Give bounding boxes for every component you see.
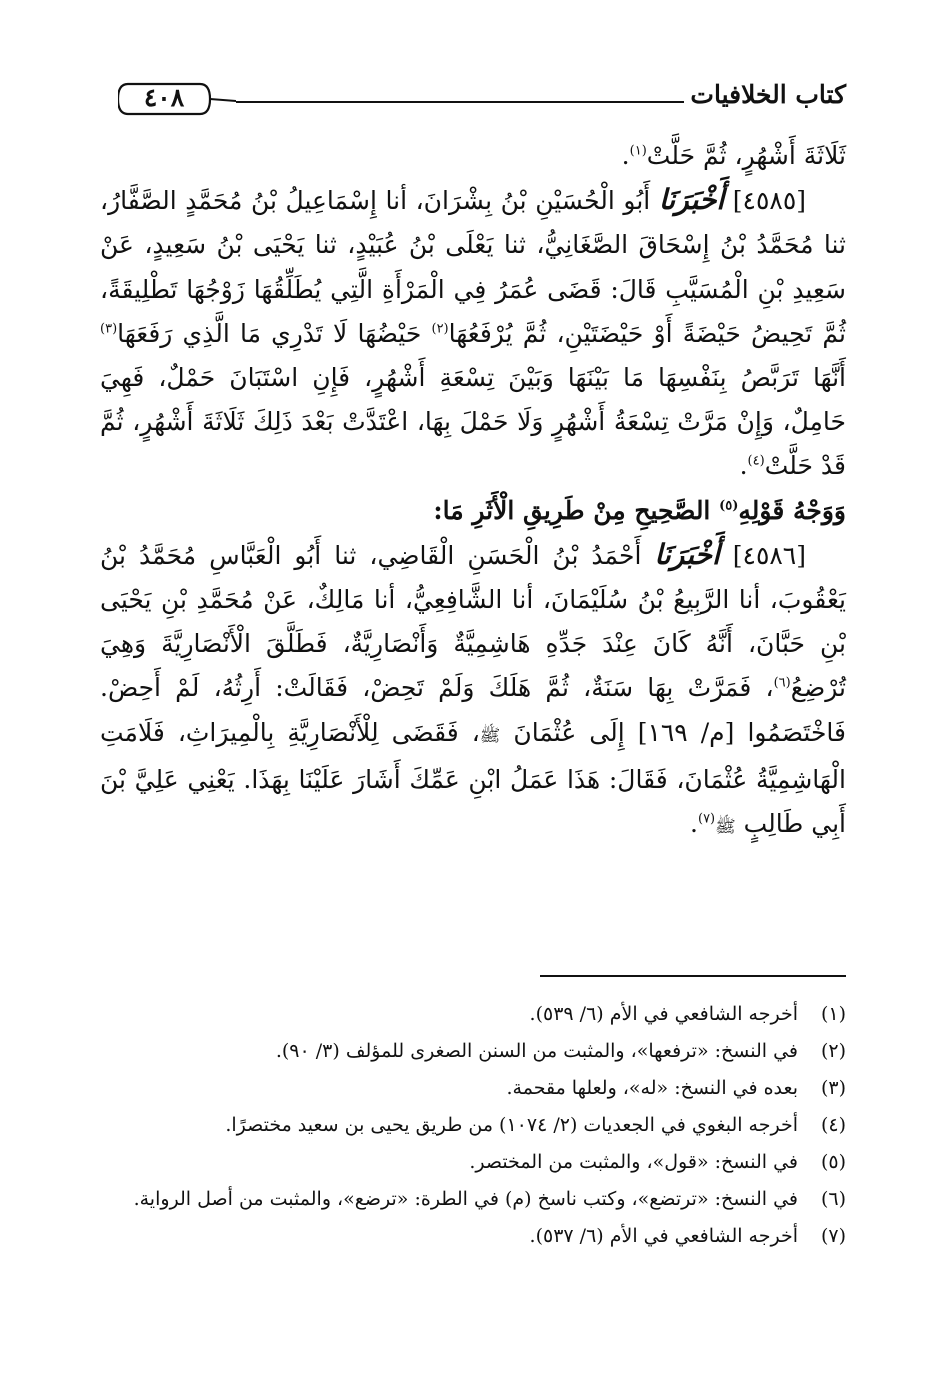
footnote-number: (٤): [820, 1114, 846, 1136]
footnote-text: بعده في النسخ: «له»، ولعلها مقحمة.: [506, 1077, 798, 1099]
footnote-text: أخرجه الشافعي في الأم (٦/ ٥٣٧).: [529, 1225, 798, 1247]
manuscript-reference: [م/ ١٦٩]: [637, 717, 735, 747]
footnote-number: (٦): [820, 1188, 846, 1210]
hadith-text-part: ، فَقَضَى لِلْأَنْصَارِيَّةِ بِالْمِيرَاثِ، فَلَامَتِ الْهَاشِمِيَّةُ عُثْمَانَ، فَقَالَ: هَذَا عَمَلُ ابْنِ عَمِّكَ أَشَارَ عَلَيْنَا بِهَذَا. يَعْنِي عَلِيَّ بْنَ أَبِي طَالِبٍ: [100, 717, 846, 839]
hadith-4586: [100, 533, 846, 849]
footnote-number: (٢): [820, 1040, 846, 1062]
hadith-4585: [٤٥٨٥] أَخْبَرَنَا أَبُو الْحُسَيْنِ بْنُ بِشْرَانَ، أنا إِسْمَاعِيلُ بْنُ مُحَمَّدٍ الصَّفَّارُ، ثنا مُحَمَّدُ بْنُ إِسْحَاقَ الصَّغَانِيُّ، ثنا يَعْلَى بْنُ عُبَيْدٍ، ثنا يَحْيَى بْنُ سَعِيدٍ، عَنْ سَعِيدِ بْنِ الْمُسَيَّبِ قَالَ: قَضَى عُمَرُ فِي الْمَرْأَةِ الَّتِي يُطَلِّقُهَا زَوْجُهَا تَطْلِيقَةً، ثُمَّ تَحِيضُ حَيْضَةً أَوْ حَيْضَتَيْنِ، ثُمَّ يُرْفَعُهَا$^{(٢)}$ حَيْضُهَا لَا تَدْرِي مَا الَّذِي رَفَعَهَا$^{(٣)}$ أَنَّهَا تَرَبَّصُ بِنَفْسِهَا مَا بَيْنَهَا وَبَيْنَ تِسْعَةِ أَشْهُرٍ، فَإِنِ اسْتَبَانَ حَمْلٌ، فَهِيَ حَامِلٌ، وَإِنْ مَرَّتْ تِسْعَةُ أَشْهُرٍ وَلَا حَمْلَ بِهَا، اعْتَدَّتْ بَعْدَ ذَلِكَ ثَلَاثَةَ أَشْهُرٍ، ثُمَّ قَدْ حَلَّتْ$^{(٤)}$.: [100, 183, 846, 481]
honorific-glyph: ﷺ: [715, 817, 736, 838]
hadith-number: [٤٥٨٥]: [732, 186, 807, 216]
footnote-ref-1[interactable]: (١): [629, 143, 647, 159]
hadith-text-part: أَنَّهَا تَرَبَّصُ بِنَفْسِهَا مَا بَيْنَهَا وَبَيْنَ تِسْعَةِ أَشْهُرٍ، فَإِنِ اسْتَبَانَ حَمْلٌ، فَهِيَ حَامِلٌ، وَإِنْ مَرَّتْ تِسْعَةُ أَشْهُرٍ وَلَا حَمْلَ بِهَا، اعْتَدَّتْ بَعْدَ ذَلِكَ ثَلَاثَةَ أَشْهُرٍ، ثُمَّ قَدْ حَلَّتْ: [100, 363, 846, 481]
footnote-item: [150, 1144, 846, 1181]
section-heading: [100, 489, 846, 533]
page-number: ٤٠٨: [143, 83, 185, 112]
footnote-ref-3[interactable]: (٣): [100, 321, 118, 337]
heading-text-part: وَوَجْهُ قَوْلِهِ: [738, 495, 846, 525]
header-rule: [236, 101, 684, 103]
intro-text: ثَلَاثَةَ أَشْهُرٍ، ثُمَّ حَلَّتْ: [646, 141, 846, 170]
hadith-text-part: أَحْمَدُ بْنُ الْحَسَنِ الْقَاضِي، ثنا أَبُو الْعَبَّاسِ مُحَمَّدُ بْنُ يَعْقُوبَ، أنا الرَّبِيعُ بْنُ سُلَيْمَانَ، أنا الشَّافِعِيُّ، أنا مَالِكٌ، عَنْ مُحَمَّدِ بْنِ يَحْيَى بْنِ حَبَّانَ، أَنَّهُ كَانَ عِنْدَ جَدِّهِ هَاشِمِيَّةٌ وَأَنْصَارِيَّةٌ، فَطَلَّقَ الْأَنْصَارِيَّةَ وَهِيَ تُرْضِعُ: [100, 540, 846, 703]
footnote-ref-2[interactable]: (٢): [431, 321, 449, 337]
akhbarana-label: أَخْبَرَنَا: [658, 183, 725, 217]
page-number-badge: [118, 76, 236, 122]
footnote-number: (٧): [820, 1225, 846, 1247]
main-text: [100, 134, 846, 849]
footnote-ref-5[interactable]: (٥): [719, 498, 739, 514]
footnote-item: [133, 1181, 846, 1218]
footnote-ref-4[interactable]: (٤): [747, 454, 765, 470]
page-header: [118, 74, 846, 134]
sentence-end: .: [690, 809, 698, 839]
footnote-number: (٣): [820, 1077, 846, 1099]
akhbarana-label: أَخْبَرَنَا: [654, 537, 720, 571]
hadith-text-part: إِلَى عُثْمَانَ: [513, 717, 625, 747]
hadith-text-part: ، فَمَرَّتْ بِهَا سَنَةٌ، ثُمَّ هَلَكَ وَلَمْ تَحِضْ، فَقَالَتْ: أَرِثُهُ، لَمْ أَحِضْ. فَاخْتَصَمُوا: [100, 673, 846, 747]
footnotes: [133, 996, 846, 1255]
footnote-ref-6[interactable]: (٦): [773, 676, 791, 692]
intro-line: ثَلَاثَةَ أَشْهُرٍ، ثُمَّ حَلَّتْ$^{(١)}$.: [621, 141, 846, 170]
hadith-text-part: أَبُو الْحُسَيْنِ بْنُ بِشْرَانَ، أنا إِسْمَاعِيلُ بْنُ مُحَمَّدٍ الصَّفَّارُ، ثنا مُحَمَّدُ بْنُ إِسْحَاقَ الصَّغَانِيُّ، ثنا يَعْلَى بْنُ عُبَيْدٍ، ثنا يَحْيَى بْنُ سَعِيدٍ، عَنْ سَعِيدِ بْنِ الْمُسَيَّبِ قَالَ: قَضَى عُمَرُ فِي الْمَرْأَةِ الَّتِي يُطَلِّقُهَا زَوْجُهَا تَطْلِيقَةً، ثُمَّ تَحِيضُ حَيْضَةً أَوْ حَيْضَتَيْنِ، ثُمَّ يُرْفَعُهَا: [100, 186, 846, 348]
footnote-text: في النسخ: «ترتضع»، وكتب ناسخ (م) في الطرة: «ترضع»، والمثبت من أصل الرواية.: [133, 1188, 798, 1210]
hadith-text-part: حَيْضُهَا لَا تَدْرِي مَا الَّذِي رَفَعَهَا: [117, 318, 422, 348]
footnote-item: [150, 996, 846, 1033]
footnote-item: [150, 1107, 846, 1144]
book-title: كتاب الخلافيات: [690, 80, 846, 109]
footnote-number: (٥): [820, 1151, 846, 1173]
footnote-ref-7[interactable]: (٧): [697, 811, 716, 827]
footnote-text: في النسخ: «ترفعها»، والمثبت من السنن الصغرى للمؤلف (٣/ ٩٠).: [275, 1040, 798, 1062]
honorific-glyph: ﷺ: [479, 725, 501, 746]
heading-text-part: الصَّحِيحِ مِنْ طَرِيقِ الْأَثَرِ مَا:: [433, 495, 711, 525]
footnote-separator: [540, 975, 846, 977]
footnote-item: [150, 1070, 846, 1107]
footnote-item: [150, 1033, 846, 1070]
footnote-text: أخرجه البغوي في الجعديات (٢/ ١٠٧٤) من طريق يحيى بن سعيد مختصرًا.: [225, 1114, 798, 1136]
hadith-number: [٤٥٨٦]: [732, 540, 806, 570]
footnote-item: [150, 1218, 846, 1255]
footnote-number: (١): [820, 1003, 846, 1025]
footnote-text: في النسخ: «قول»، والمثبت من المختصر.: [469, 1151, 798, 1173]
footnote-text: أخرجه الشافعي في الأم (٦/ ٥٣٩).: [529, 1003, 798, 1025]
